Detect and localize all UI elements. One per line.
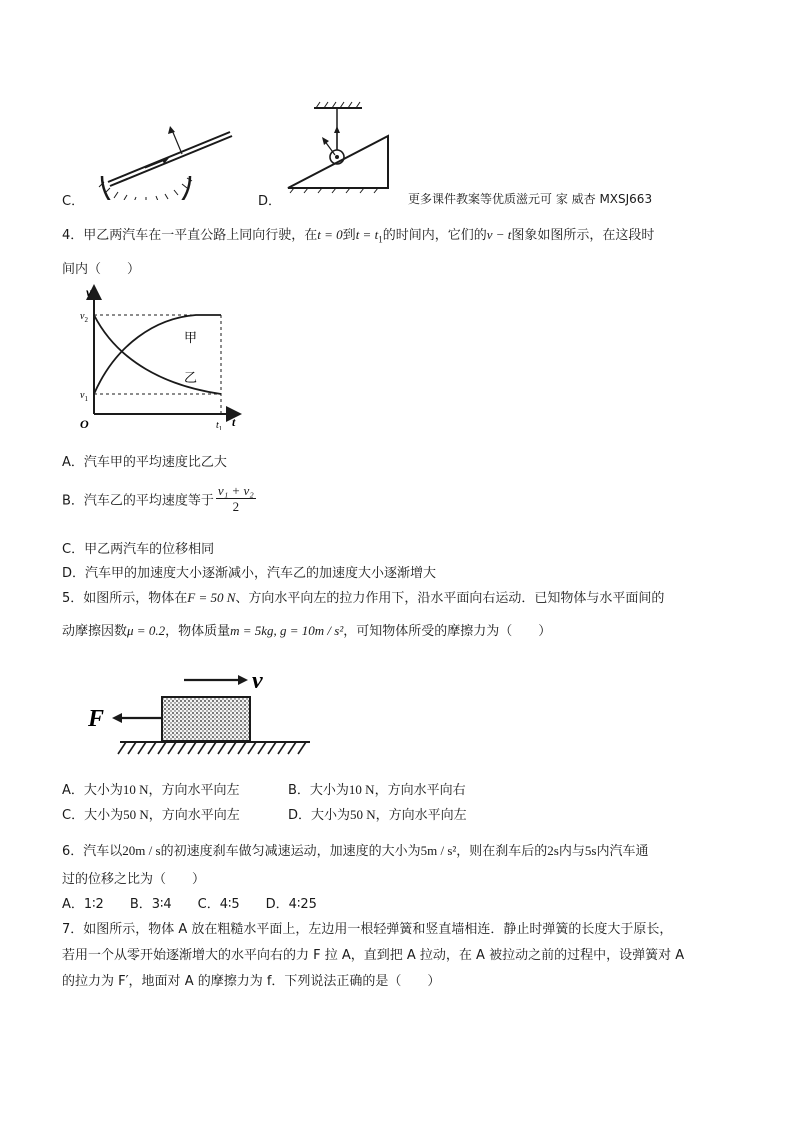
q4-option-b bbox=[62, 484, 256, 514]
jia-label: 甲 bbox=[184, 331, 198, 346]
acceleration: 5m / s² bbox=[420, 843, 457, 858]
q5-option-value: 10 N bbox=[348, 782, 375, 797]
t-axis-label: t bbox=[232, 415, 236, 429]
q5-option-c bbox=[62, 804, 240, 823]
q4-stem-line1 bbox=[62, 224, 654, 245]
yi-label: 乙 bbox=[184, 371, 198, 386]
initial-velocity: 20m / s bbox=[122, 843, 161, 858]
q6-stem-part: 内与 bbox=[558, 844, 585, 859]
option-d-label: D． bbox=[258, 194, 282, 209]
q5-option-text: C．大小为 bbox=[62, 808, 124, 823]
vt-graph bbox=[76, 282, 246, 430]
q4-option-b-text: B．汽车乙的平均速度等于 bbox=[62, 493, 214, 509]
q5-option-value: 50 N bbox=[123, 807, 149, 822]
time-2s: 2s bbox=[547, 843, 559, 858]
q5-option-text: ，方向水平向左 bbox=[148, 808, 240, 823]
option-c-label: C． bbox=[62, 194, 85, 209]
q5-option-text: ，方向水平向左 bbox=[375, 808, 467, 823]
q4-option-d: D．汽车甲的加速度大小逐渐减小，汽车乙的加速度大小逐渐增大 bbox=[62, 566, 437, 581]
block-figure bbox=[84, 664, 316, 758]
q6-stem-line2: 过的位移之比为（ ） bbox=[62, 872, 206, 887]
v2-label: $v_2$ bbox=[80, 311, 88, 324]
v-t-label: v − t bbox=[486, 227, 512, 242]
t1-label: $t_1$ bbox=[216, 420, 223, 430]
force-value: F = 50 N bbox=[187, 590, 236, 605]
q5-option-value: 50 N bbox=[350, 807, 376, 822]
subscript: 1 bbox=[378, 234, 383, 245]
curve-yi bbox=[94, 315, 221, 394]
q5-option-text: ，方向水平向右 bbox=[374, 783, 466, 798]
q5-stem-line2 bbox=[62, 620, 551, 639]
q6-stem-part: 6．汽车以 bbox=[62, 844, 123, 859]
t-equals-zero: t = 0 bbox=[317, 227, 343, 242]
q5-option-b bbox=[288, 779, 466, 798]
mass-value: m = 5kg, g = 10m / s² bbox=[230, 623, 344, 638]
q4-stem-part: 到 bbox=[342, 228, 356, 243]
q5-option-text: D．大小为 bbox=[288, 808, 351, 823]
q5-option-a bbox=[62, 779, 240, 798]
q4-stem-part: 4．甲乙两汽车在一平直公路上同向行驶，在 bbox=[62, 228, 318, 243]
q7-line1: 7．如图所示，物体 A 放在粗糙水平面上，左边用一根轻弹簧和竖直墙相连．静止时弹簧的长度大于原长， bbox=[62, 922, 673, 937]
q6-stem-part: ，则在刹车后的 bbox=[456, 844, 548, 859]
q5-stem-part: 动摩擦因数 bbox=[62, 624, 128, 639]
q7-line2: 若用一个从零开始逐渐增大的水平向右的力 F 拉 A，直到把 A 拉动，在 A 被拉动之前的过程中，设弹簧对 A bbox=[62, 948, 685, 963]
t-equals-t1: t = t bbox=[355, 227, 379, 242]
q5-stem-part: ，可知物体所受的摩擦力为（ ） bbox=[343, 624, 552, 639]
option-c-figure bbox=[90, 118, 240, 200]
q6-stem-part: 内汽车通 bbox=[596, 844, 649, 859]
q6-stem-part: 的初速度刹车做匀减速运动，加速度的大小为 bbox=[160, 844, 421, 859]
origin-label: O bbox=[80, 417, 89, 430]
option-d-figure bbox=[284, 100, 404, 194]
q5-option-text: ，方向水平向左 bbox=[148, 783, 240, 798]
v-label: v bbox=[252, 668, 263, 694]
q4-option-c: C．甲乙两汽车的位移相同 bbox=[62, 542, 215, 557]
curve-jia bbox=[94, 315, 221, 394]
v1-label: $v_1$ bbox=[80, 390, 88, 403]
q5-stem-part: 5．如图所示，物体在 bbox=[62, 591, 188, 606]
q5-option-value: 10 N bbox=[122, 782, 149, 797]
mu-value: μ = 0.2 bbox=[127, 623, 166, 638]
q7-line3: 的拉力为 F′，地面对 A 的摩擦力为 f．下列说法正确的是（ ） bbox=[62, 974, 441, 989]
time-5s: 5s bbox=[584, 843, 597, 858]
q5-option-d bbox=[288, 804, 467, 823]
q5-stem-part: 、方向水平向左的拉力作用下，沿水平面向右运动．已知物体与水平面间的 bbox=[235, 591, 665, 606]
q5-stem-part: ，物体质量 bbox=[165, 624, 231, 639]
F-label: F bbox=[88, 706, 105, 732]
v-axis-label: v bbox=[86, 285, 92, 299]
fraction-denominator: 2 bbox=[232, 499, 240, 514]
q4-stem-part: 的时间内，它们的 bbox=[382, 228, 487, 243]
q4-option-a: A．汽车甲的平均速度比乙大 bbox=[62, 455, 227, 470]
q5-stem-line1 bbox=[62, 587, 664, 606]
q6-stem-line1 bbox=[62, 840, 648, 859]
promo-text: 更多课件教案等优质滋元可 家 威杏 MXSJ663 bbox=[408, 192, 653, 206]
q4-stem-part: 图象如图所示，在这段时 bbox=[511, 228, 655, 243]
fraction bbox=[216, 484, 256, 514]
fraction-numerator: v₁ + v₂ bbox=[217, 483, 254, 498]
block bbox=[162, 697, 250, 741]
q6-options: A．1∶2 B．3∶4 C．4∶5 D．4∶25 bbox=[62, 897, 317, 912]
q5-option-text: A．大小为 bbox=[62, 783, 123, 798]
q5-option-text: B．大小为 bbox=[288, 783, 349, 798]
q4-stem-line2: 间内（ ） bbox=[62, 262, 141, 277]
